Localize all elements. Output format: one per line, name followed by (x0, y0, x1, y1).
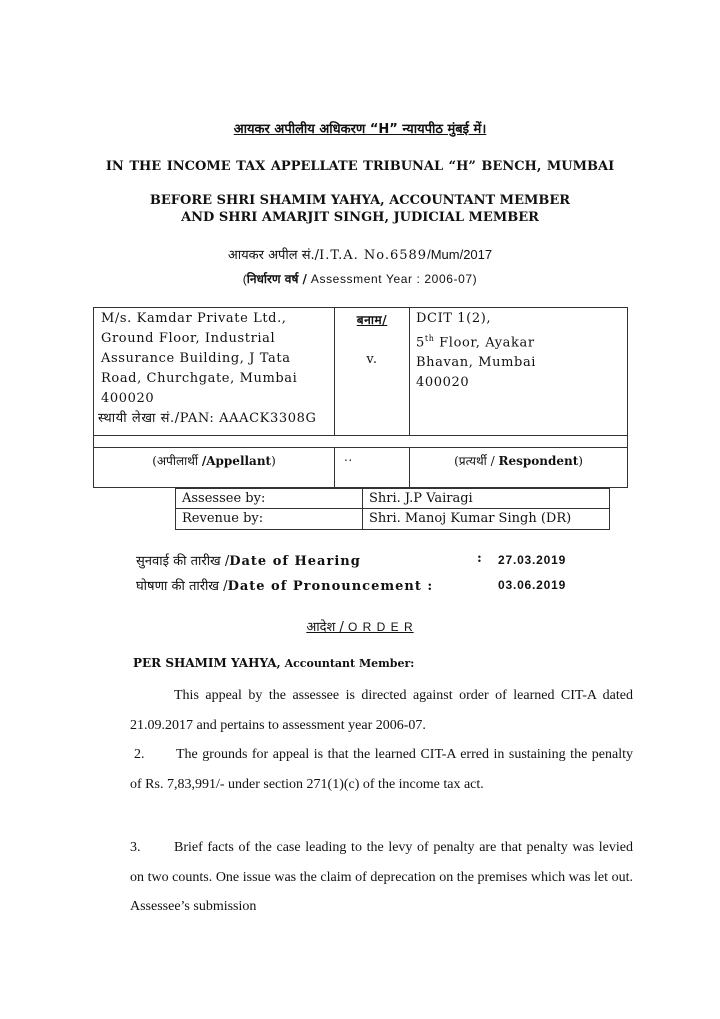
assessee-representative: Shri. J.P Vairagi (369, 491, 473, 506)
per-name: PER SHAMIM YAHYA, (133, 656, 281, 670)
representation-table (175, 488, 610, 530)
assessee-label: Assessee by: (182, 491, 266, 506)
order-title-en: O R D E R (348, 620, 414, 634)
respondent-line: Bhavan, Mumbai (416, 355, 537, 371)
floor-rest: Floor, Ayakar (434, 335, 535, 351)
order-title-hindi: आदेश / (306, 620, 348, 635)
pan-hindi-label: स्थायी लेखा सं./ (98, 411, 180, 426)
pan-line (98, 409, 498, 429)
appellant-line: M/s. Kamdar Private Ltd., (101, 311, 287, 326)
appellant-role-hindi: अपीलार्थी (156, 454, 202, 468)
ita-hindi-label: आयकर अपील सं./ (227, 248, 320, 263)
para-number: 3. (130, 840, 141, 855)
hearing-date-label (136, 551, 361, 569)
floor-number: 5 (416, 335, 425, 351)
parties-table (93, 307, 628, 488)
appellant-role-en: /Appellant (201, 454, 272, 468)
appellant-line: Road, Churchgate, Mumbai (101, 371, 298, 386)
ay-hindi-label: निर्धारण वर्ष / (246, 272, 307, 286)
paren: ) (271, 454, 276, 468)
paren: ( (152, 454, 157, 468)
pronouncement-date-label (136, 576, 433, 594)
paragraph-2 (130, 740, 633, 799)
paragraph-3-text: Brief facts of the case leading to the levy of penalty are that penalty was levied on two counts. One issue was the claim of deprecation on the premises which was let out. Assessee’s submission (130, 840, 633, 914)
appellant-line: 400020 (101, 391, 155, 406)
paren: ( (454, 454, 459, 468)
respondent-line: DCIT 1(2), (416, 311, 492, 326)
per-member (133, 656, 414, 670)
hearing-hindi: सुनवाई की तारीख / (136, 554, 230, 569)
bench-line-1: BEFORE SHRI SHAMIM YAHYA, ACCOUNTANT MEMBER (149, 193, 571, 208)
paragraph-3 (130, 833, 633, 922)
pron-hindi: घोषणा की तारीख / (136, 579, 228, 594)
pronouncement-date: 03.06.2019 (498, 578, 567, 592)
appellant-line: Ground Floor, Industrial (101, 331, 276, 346)
per-role: Accountant Member: (280, 657, 415, 670)
paren: ) (578, 454, 583, 468)
pron-en: Date of Pronouncement : (227, 579, 434, 594)
versus-hindi: बनाम/ (356, 313, 388, 327)
ita-year: /Mum/2017 (427, 247, 493, 262)
ita-code: I.T.A. No.6589 (319, 248, 428, 263)
separator-mark: .. (344, 450, 353, 464)
tribunal-title: IN THE INCOME TAX APPELLATE TRIBUNAL “H” BENCH, MUMBAI (105, 159, 615, 174)
divider (94, 435, 627, 436)
hearing-colon: : (477, 551, 482, 566)
floor-suffix: th (424, 334, 435, 343)
respondent-role-hindi: प्रत्यर्थी / (458, 454, 499, 468)
para-number: 2. (134, 747, 145, 762)
respondent-address (416, 309, 626, 393)
ay-value: Assessment Year : 2006-07) (306, 272, 478, 286)
divider (334, 447, 335, 487)
revenue-representative: Shri. Manoj Kumar Singh (DR) (369, 511, 572, 526)
respondent-role (410, 451, 627, 471)
respondent-line: 400020 (416, 375, 470, 391)
ita-number (0, 245, 720, 263)
appellant-address (101, 309, 333, 409)
hindi-tribunal-title: आयकर अपीलीय अधिकरण “H” न्यायपीठ मुंबई में। (233, 122, 487, 137)
bench-line-2: AND SHRI AMARJIT SINGH, JUDICIAL MEMBER (181, 210, 539, 225)
versus-en: v. (366, 352, 378, 367)
revenue-label: Revenue by: (182, 511, 264, 526)
respondent-role-en: Respondent (498, 454, 579, 468)
divider (362, 489, 363, 529)
paragraph-1: This appeal by the assessee is directed against order of learned CIT-A dated 21.09.2017 and pertains to assessment year 2006-07. (130, 688, 633, 733)
hearing-date: 27.03.2019 (498, 553, 567, 567)
ay-open-paren: ( (242, 272, 247, 286)
appellant-line: Assurance Building, J Tata (101, 351, 291, 366)
paragraph-2-text: The grounds for appeal is that the learned CIT-A erred in sustaining the penalty of Rs. 7,83,991/- under section 271(1)(c) of the income tax act. (130, 747, 633, 792)
assessment-year (0, 270, 720, 287)
pan-value: PAN: AAACK3308G (179, 411, 317, 426)
respondent-line (416, 329, 626, 353)
hearing-en: Date of Hearing (229, 554, 361, 569)
appellant-role (94, 451, 334, 471)
order-title (0, 617, 720, 635)
